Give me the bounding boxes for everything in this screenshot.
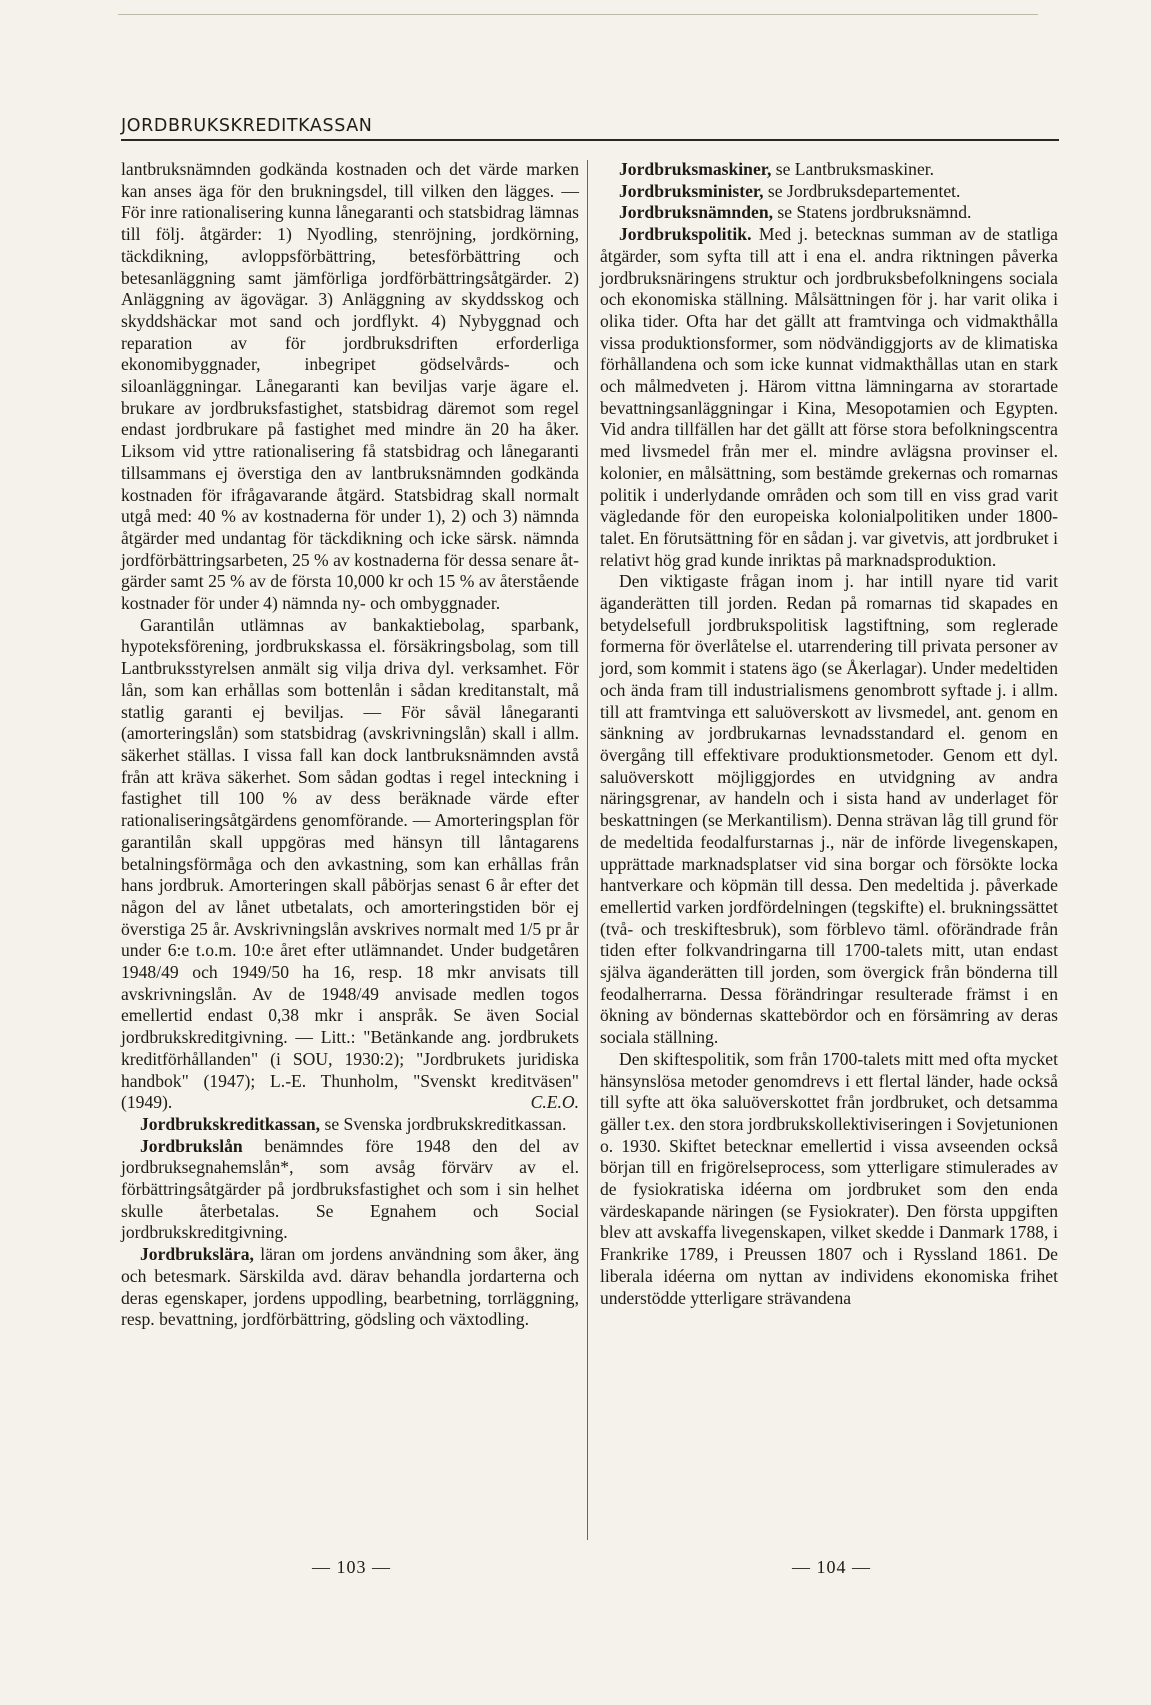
left-paragraph-1: lantbruksnämnden godkända kostnaden och det värde marken kan anses äga för den brukningsdel, till vilken den lägges. — För inre rationalisering kunna lånegaranti och statsbidrag lämnas till följ. åtgärder: 1) Nyodling, stenröjning, jordkörning, täckdikning, avloppsförbättring, betesförbättring och betesanläggning samt jämförliga jordförbättringsåtgärder. 2) Anläggning av ägovägar. 3) Anläggning av skyddsskog och skyddshäckar mot sand och jordflykt. 4) Nybyggnad och reparation av för jordbruksdriften erforderliga ekonomibyggnader, inbegripet gödselvårds- och siloanläggningar. Lånegaranti kan beviljas varje ägare el. brukare av jordbruksfastighet, statsbidrag däremot som regel endast jordbrukare på fastighet med mindre än 20 ha åker. Liksom vid yttre rationalisering få statsbidrag och lånegaranti tillsammans ej överstiga den av lantbruksnämnden godkända kostnaden för ifrågavarande åtgärd. Statsbidrag skall normalt utgå med: 40 % av kostnaderna för under 1), 2) och 3) nämnda åtgärder med undantag för täckdikning och icke särsk. nämnda jordförbättringsarbeten, 25 % av kostnaderna för dessa senare åtgärder samt 25 % av de första 10,000 kr och 15 % av återstående kostnader för under 4) nämnda ny- och ombyggnader. bbox=[121, 159, 579, 614]
right-paragraph-3: Den skiftespolitik, som från 1700-talets mitt med ofta mycket hänsynslösa metoder genomdrevs i ett flertal länder, hade också till syfte att öka saluöverskottet från jordbruket, och detsamma gäller t.ex. den stora jordbrukskollektiviseringen i Sovjetunionen o. 1930. Skiftet betecknar emellertid i vissa avseenden också början till en frigörelseprocess, som ytterligare stimulerades av de fysiokratiska idéerna om jordbruket som den enda värdeskapande näringen (se Fysiokrater). Den första uppgiften blev att avskaffa livegenskapen, vilket skedde i Danmark 1788, i Frankrike 1789, i Preussen 1807 och i Ryssland 1861. De liberala idéerna om nyttan av individens ekonomiska frihet understödde ytterligare strävandena bbox=[600, 1048, 1058, 1308]
right-column bbox=[600, 159, 1058, 1309]
entry-text: läran om jordens användning som åker, äng och betesmark. Särskilda avd. därav behandla jordarterna och deras egenskaper, jordens uppodling, bearbetning, torrläggning, resp. bevattning, jordförbättring, gödsling och växtodling. bbox=[121, 1244, 579, 1330]
page-number-left: — 103 — bbox=[312, 1557, 391, 1577]
entry-jordbrukslara bbox=[121, 1244, 579, 1331]
entry-jordbruksnamnden bbox=[600, 202, 1058, 224]
entry-headword: Jordbrukskreditkassan, bbox=[140, 1113, 321, 1134]
entry-text: Med j. betecknas summan av de statliga åtgärder, som syfta till att i ena el. andra riktningen påverka jordbruksnäringens struktur och jordbruksbefolkningens sociala och ekonomiska ställning. Målsättningen för j. har varit olika i olika tider. Ofta har det gällt att framtvinga och vidmakthålla vissa produktionsformer, som nödvändiggjorts av de klimatiska förhållandena och som icke kunnat vidmakthållas utan en stark och målmedveten j. Härom vittna lämningarna av storartade bevattningsanläggningar i Kina, Mesopotamien och Egypten. Vid andra tillfällen har det gällt att förse stora befolkningscentra med livsmedel från mer el. mindre avlägsna provinser el. kolonier, en målsättning, som bestämde grekernas och romarnas politik i underlydande områden och som till en viss grad varit vägledande för den europeiska kolonialpolitiken under 1800-talet. En förutsättning för en sådan j. var givetvis, att jordbruket i relativt hög grad kunde inriktas på marknadsproduktion. bbox=[600, 224, 1058, 570]
entry-jordbrukspolitik bbox=[600, 224, 1058, 571]
right-paragraph-2: Den viktigaste frågan inom j. har intill nyare tid varit äganderätten till jorden. Redan på romarnas tid skapades en betydelsefull jordbrukspolitisk lagstiftning, som reglerade formerna för överlåtelse el. utarrendering till privata personer av jord, som kommit i statens ägo (se Åkerlagar). Under medeltiden och ända fram till industrialismens genombrott syftade j. i allm. till att framtvinga ett saluöverskott av livsmedel, ant. genom en sänkning av jordbrukarnas levnadsstandard el. genom en övergång till effektivare produktionsmetoder. Genom ett dyl. saluöverskott möjliggjordes en utvidgning av andra näringsgrenar, av handeln och i sista hand av underlaget för beskattningen (se Merkantilism). Denna strävan låg till grund för de medeltida feodalfurstarnas j., när de införde livegenskapen, upprättade marknadsplatser vid sina borgar och försökte locka hantverkare och köpmän till dessa. Den medeltida j. påverkade emellertid varken jordfördelningen (tegskifte) el. brukningssättet (två- och treskiftesbruk), som förblevo täml. oförändrade från tiden efter folkvandringarna till 1700-talets mitt, utan endast själva äganderätten till jorden, som övergick från bönderna till feodalherrarna. Dessa förändringar resulterade främst i en ökning av böndernas skattebördor och en försämring av deras sociala ställning. bbox=[600, 571, 1058, 1048]
entry-headword: Jordbruksminister, bbox=[619, 180, 764, 201]
entry-text: benämndes före 1948 den del av jordbruksegnahemslån*, som avsåg förvärv av el. förbättringsåtgärder på jordbruksfastighet och som i sin helhet skulle återbetalas. Se Egnahem och Social jordbrukskreditgivning. bbox=[121, 1135, 579, 1243]
entry-jordbruksminister bbox=[600, 181, 1058, 203]
running-head: JORDBRUKSKREDITKASSAN bbox=[121, 116, 373, 136]
entry-text: se Svenska jordbrukskreditkassan. bbox=[320, 1113, 567, 1134]
entry-text: se Lantbruksmaskiner. bbox=[771, 159, 935, 179]
entry-jordbruksmaskiner bbox=[600, 159, 1058, 181]
author-signature: C.E.O. bbox=[530, 1092, 579, 1113]
page-number-right: — 104 — bbox=[792, 1557, 871, 1577]
column-divider bbox=[587, 160, 588, 1540]
entry-headword: Jordbruksmaskiner, bbox=[619, 159, 772, 179]
entry-text: se Statens jordbruksnämnd. bbox=[773, 202, 972, 223]
entry-headword: Jordbrukslån bbox=[140, 1135, 243, 1156]
header-rule bbox=[121, 139, 1059, 141]
entry-jordbrukskreditkassan bbox=[121, 1114, 579, 1136]
entry-jordbrukslan bbox=[121, 1136, 579, 1245]
entry-text: se Jordbruksdepartementet. bbox=[763, 180, 961, 201]
left-paragraph-2-text: Garantilån utlämnas av bankaktiebolag, sparbank, hypoteksförening, jordbrukskassa el. försäkringsbolag, som till Lantbruksstyrelsen anmält sig vilja driva dyl. verksamhet. För lån, som kan erhållas som bottenlån i sådan kreditanstalt, må statlig garanti ej beviljas. — För såväl lånegaranti (amorteringslån) som statsbidrag (avskrivningslån) skall i allm. säkerhet ställas. I vissa fall kan dock lantbruksnämnden avstå från att kräva säkerhet. Som sådan godtas i regel inteckning i fastighet till 100 % av dess beräknade värde efter rationaliseringsåtgärdens genomförande. — Amorteringsplan för garantilån skall uppgöras med hänsyn till låntagarens betalningsförmåga och den avkastning, som kan erhållas från hans jordbruk. Amorteringen skall påbörjas senast 6 år efter det någon del av lånet utbetalats, och amorteringstiden bör ej överstiga 25 år. Avskrivningslån avskrives normalt med 1/5 pr år under 6:e t.o.m. 10:e året efter utlämnandet. Under budgetåren 1948/49 och 1949/50 ha 16, resp. 18 mkr anvisats till avskrivningslån. Av de 1948/49 anvisade medlen togos emellertid endast 0,38 mkr i anspråk. Se även Social jordbrukskreditgivning. — Litt.: "Betänkande ang. jordbrukets kreditförhållanden" (i SOU, 1930:2); "Jordbrukets juridiska handbok" (1947); L.-E. Thunholm, "Svenskt kreditväsen" (1949). bbox=[121, 614, 579, 1113]
left-column bbox=[121, 159, 579, 1331]
top-edge-rule bbox=[118, 14, 1038, 15]
entry-headword: Jordbrukspolitik. bbox=[619, 224, 752, 245]
entry-headword: Jordbruksnämnden, bbox=[619, 202, 773, 223]
left-paragraph-2 bbox=[121, 615, 579, 1114]
entry-headword: Jordbrukslära, bbox=[140, 1244, 254, 1265]
